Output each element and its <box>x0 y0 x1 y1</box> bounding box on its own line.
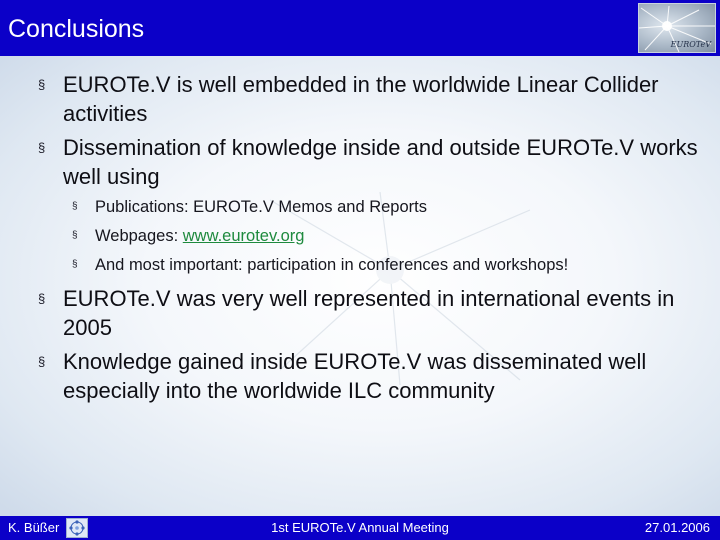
bullet-marker: § <box>38 291 46 306</box>
sub-bullet-item <box>72 197 427 217</box>
bullet-marker: § <box>72 230 78 241</box>
bullet-item <box>38 284 703 342</box>
bullet-marker: § <box>72 259 78 270</box>
webpage-link[interactable]: www.eurotev.org <box>182 227 305 245</box>
sub-bullet-prefix: Webpages: <box>95 227 183 245</box>
bullet-item <box>38 70 703 128</box>
sub-bullet-item <box>72 226 304 246</box>
sub-bullet-text: And most important: participation in conferences and workshops! <box>95 256 569 274</box>
bullet-item <box>38 347 703 405</box>
bullet-text: Dissemination of knowledge inside and outside EUROTe.V works well using <box>63 135 698 189</box>
bullet-marker: § <box>38 140 46 155</box>
slide-title: Conclusions <box>8 15 145 43</box>
bullet-text: EUROTe.V was very well represented in international events in 2005 <box>63 286 675 340</box>
bullet-text: EUROTe.V is well embedded in the worldwide Linear Collider activities <box>63 72 659 126</box>
title-bar <box>0 0 720 56</box>
logo-text: EUROTeV <box>670 40 711 49</box>
footer-event: 1st EUROTe.V Annual Meeting <box>271 520 449 535</box>
footer-date: 27.01.2006 <box>644 520 710 535</box>
bullet-marker: § <box>38 77 46 92</box>
bullet-marker: § <box>38 354 46 369</box>
bullet-item <box>38 133 703 191</box>
bullet-text: Knowledge gained inside EUROTe.V was disseminated well especially into the worldwide ILC community <box>63 349 647 403</box>
footer-bar <box>0 516 720 540</box>
eurotev-logo <box>638 3 716 53</box>
sub-bullet-text <box>95 226 304 246</box>
sub-bullet-text: Publications: EUROTe.V Memos and Reports <box>95 198 427 216</box>
bullet-marker: § <box>72 201 78 212</box>
footer-author: K. Büßer <box>8 520 60 535</box>
sub-bullet-item <box>72 255 568 275</box>
